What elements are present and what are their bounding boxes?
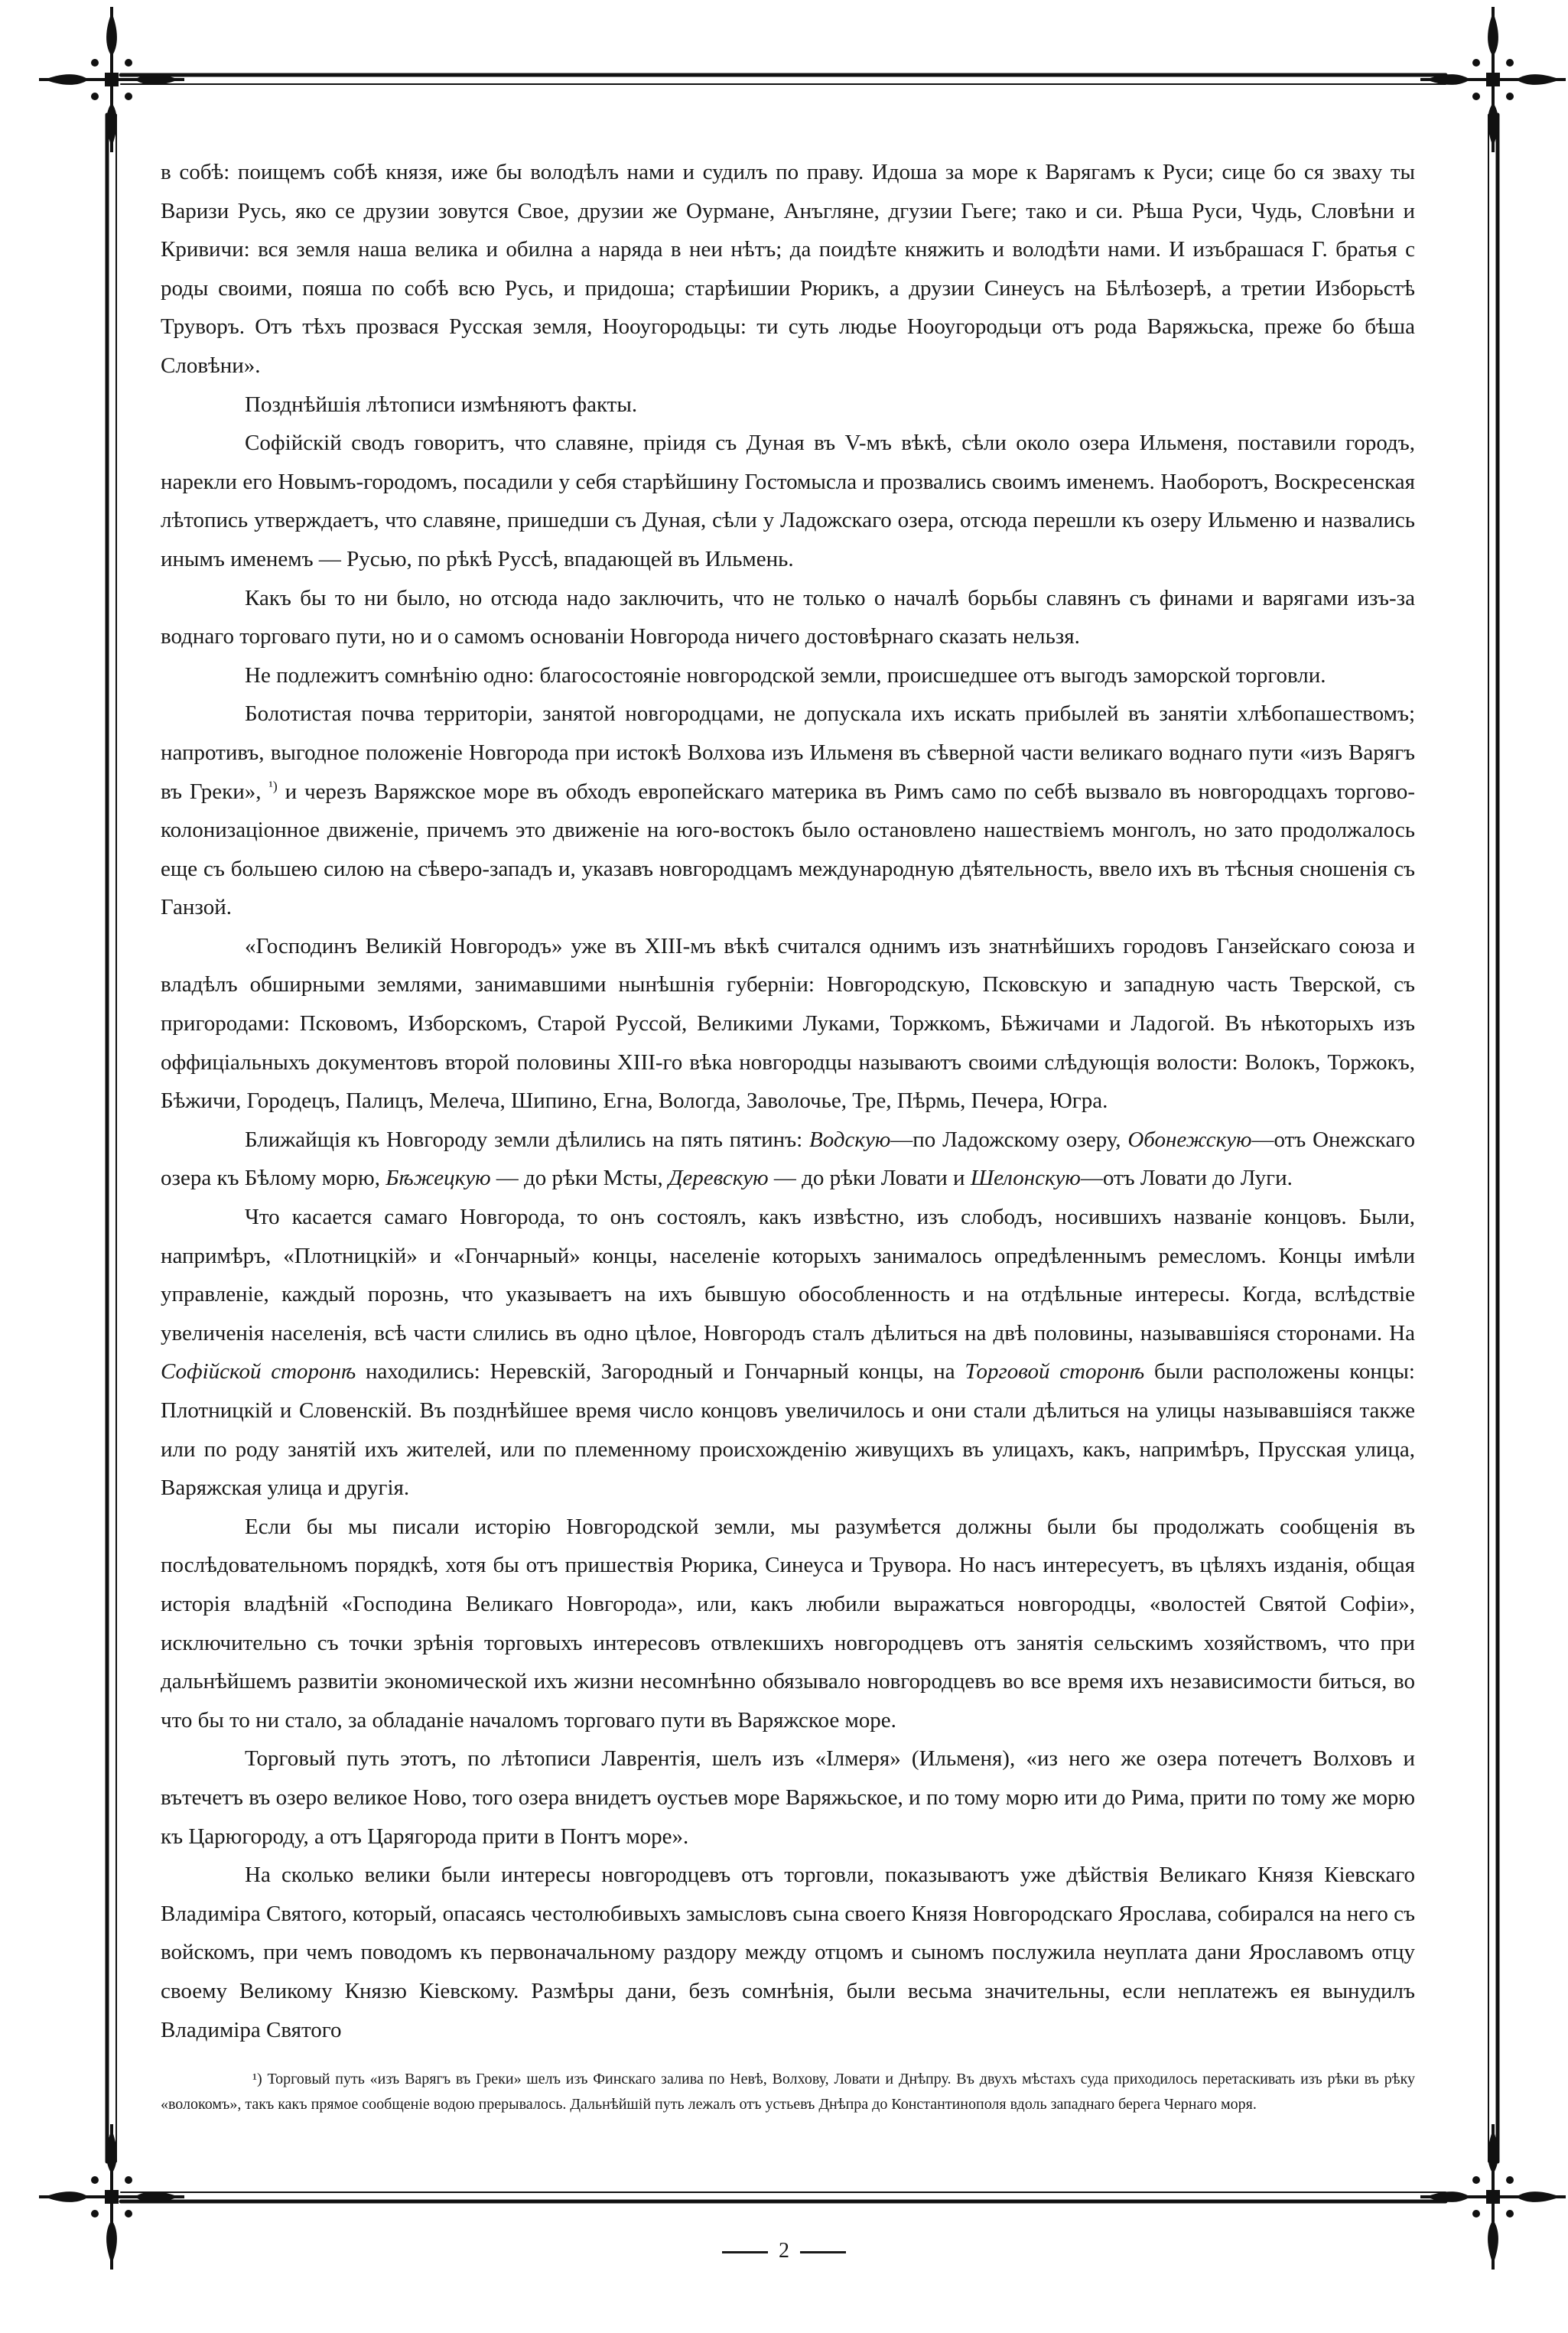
footnote-text: ¹) Торговый путь «изъ Варягъ въ Греки» шелъ изъ Финскаго залива по Невѣ, Волхову, Ловати и Днѣпру. Въ двухъ мѣстахъ суда приходилось перетаскивать изъ рѣки въ рѣку «волокомъ», такъ какъ прямое сообщеніе водою прерывалось. Дальнѣйшій путь лежалъ отъ устьевъ Днѣпра до Константинополя вдоль западнаго берега Чернаго моря. <box>161 2071 1415 2113</box>
emphasis-text: Водскую <box>809 1127 891 1152</box>
paragraph <box>161 1121 1415 1198</box>
paragraph <box>161 386 1415 425</box>
text-segment: — до рѣки Мсты, <box>490 1166 669 1191</box>
text-segment: —по Ладожскому озеру, <box>890 1127 1128 1152</box>
paragraph <box>161 153 1415 386</box>
footnote-reference: ¹) <box>268 777 278 793</box>
paragraph <box>161 695 1415 927</box>
text-segment: Позднѣйшія лѣтописи измѣняютъ факты. <box>245 392 638 417</box>
text-segment: «Господинъ Великій Новгородъ» уже въ XIII-мъ вѣкѣ считался однимъ изъ знатнѣйшихъ городовъ Ганзейскаго союза и владѣлъ обширными землями, занимавшими нынѣшнія губерніи: Новгородскую, Псковскую и западную часть Тверской, съ пригородами: Псковомъ, Изборскомъ, Старой Руссой, Великими Луками, Торжкомъ, Бѣжичами и Ладогой. Въ нѣкоторыхъ изъ оффиціальныхъ документовъ второй половины XIII-го вѣка новгородцы называютъ своими слѣдующія волости: Волокъ, Торжокъ, Бѣжичи, Городецъ, Палицъ, Мелеча, Шипино, Егна, Вологда, Заволочье, Тре, Пѣрмь, Печера, Югра. <box>161 933 1415 1114</box>
paragraph <box>161 1198 1415 1508</box>
text-segment: Ближайщія къ Новгороду земли дѣлились на пять пятинъ: <box>245 1127 810 1152</box>
emphasis-text: Деревскую <box>668 1166 769 1191</box>
page-number: 2 <box>779 2239 789 2263</box>
paragraph <box>161 656 1415 695</box>
emphasis-text: Бѣжецкую <box>385 1166 491 1191</box>
emphasis-text: Софійской сторонѣ <box>161 1359 356 1385</box>
emphasis-text: Шелонскую <box>970 1166 1081 1191</box>
text-segment: находились: Неревскій, Загородный и Гончарный концы, на <box>356 1359 965 1385</box>
paragraph <box>161 927 1415 1121</box>
text-segment: Болотистая почва территоріи, занятой новгородцами, не допускала ихъ искать прибылей въ занятіи хлѣбопашествомъ; напротивъ, выгодное положеніе Новгорода при истокѣ Волхова изъ Ильменя въ сѣверной части великаго воднаго пути «изъ Варягъ въ Греки», <box>161 701 1415 804</box>
page-number-line <box>0 2239 1568 2263</box>
page-number-dash-left <box>722 2251 768 2253</box>
text-segment: Если бы мы писали исторію Новгородской земли, мы разумѣется должны были бы продолжать сообщенія въ послѣдовательномъ порядкѣ, хотя бы отъ пришествія Рюрика, Синеуса и Трувора. Но насъ интересуетъ, въ цѣляхъ изданія, общая исторія владѣній «Господина Великаго Новгорода», или, какъ любили выражаться новгородцы, «волостей Святой Софіи», исключительно съ точки зрѣнія торговыхъ интересовъ отвлекшихъ новгородцевъ отъ занятія сельскимъ хозяйствомъ, что при дальнѣйшемъ развитіи экономической ихъ жизни несомнѣнно обязывало новгородцевъ во все время ихъ независимости биться, во что бы то ни стало, за обладаніе началомъ торговаго пути въ Варяжское море. <box>161 1514 1415 1733</box>
paragraph <box>161 1508 1415 1740</box>
text-segment: —отъ Онежскаго озера къ Бѣлому морю, <box>161 1127 1415 1191</box>
corner-ornament-top-right <box>1420 7 1566 152</box>
text-segment: Не подлежитъ сомнѣнію одно: благосостояніе новгородской земли, происшедшее отъ выгодъ заморской торговли. <box>245 662 1326 688</box>
text-segment: —отъ Ловати до Луги. <box>1080 1166 1293 1191</box>
text-segment: и черезъ Варяжское море въ обходъ европейскаго материка въ Римъ само по себѣ вызвало въ новгородцахъ торгово-колонизаціонное движеніе, причемъ это движеніе на юго-востокъ было остановлено нашествіемъ монголъ, но зато продолжалось еще съ большею силою на сѣверо-западъ и, указавъ новгородцамъ международную дѣятельность, ввело ихъ въ тѣсныя сношенія съ Ганзой. <box>161 779 1416 920</box>
main-text <box>161 153 1415 2049</box>
text-segment: Софійскій сводъ говоритъ, что славяне, пріидя съ Дуная въ V-мъ вѣкѣ, сѣли около озера Ильменя, поставили городъ, нарекли его Новымъ-городомъ, посадили у себя старѣйшину Гостомысла и прозвались своимъ именемъ. Наоборотъ, Воскресенская лѣтопись утверждаетъ, что славяне, пришедши съ Дуная, сѣли у Ладожскаго озера, отсюда перешли къ озеру Ильменю и назвались инымъ именемъ — Русью, по рѣкѣ Руссѣ, впадающей въ Ильмень. <box>161 431 1415 571</box>
page-number-dash-right <box>800 2251 846 2253</box>
paragraph <box>161 1856 1415 2049</box>
paragraph <box>161 579 1415 656</box>
text-segment: На сколько велики были интересы новгородцевъ отъ торговли, показываютъ уже дѣйствія Великаго Князя Кіевскаго Владиміра Святого, который, опасаясь честолюбивыхъ замысловъ сына своего Князя Новгородскаго Ярослава, собирался на него съ войскомъ, при чемъ поводомъ къ первоначальному раздору между отцомъ и сыномъ послужила неуплата дани Ярославомъ отцу своему Великому Князю Кіевскому. Размѣры дани, безъ сомнѣнія, были весьма значительны, если неплатежъ ея вынудилъ Владиміра Святого <box>161 1863 1415 2042</box>
emphasis-text: Обонежскую <box>1127 1127 1252 1152</box>
text-segment: — до рѣки Ловати и <box>768 1166 971 1191</box>
footnote <box>161 2067 1415 2117</box>
text-segment: в собѣ: поищемъ собѣ князя, иже бы володѣлъ нами и судилъ по праву. Идоша за море к Варягамъ к Руси; сице бо ся зваху ты Варизи Русь, яко се друзии зовутся Свое, друзии же Оурмане, Анъгляне, дгузии Гьеге; тако и си. Рѣша Руси, Чудь, Словѣни и Кривичи: вся земля наша велика и обилна а наряда в неи нѣтъ; да поидѣте княжить и володѣти нами. И изъбрашася Г. братья с роды своими, пояша по собѣ всю Русь, и придоша; старѣишии Рюрикъ, а друзии Синеусъ на Бѣлѣозерѣ, а третии Изборьстѣ Труворъ. Отъ тѣхъ прозвася Русская земля, Нооугородьцы: ти суть людье Нооугородьци отъ рода Варяжьска, преже бо бѣша Словѣни». <box>161 160 1415 378</box>
text-segment: Какъ бы то ни было, но отсюда надо заключить, что не только о началѣ борьбы славянъ съ финами и варягами изъ-за воднаго торговаго пути, но и о самомъ основаніи Новгорода ничего достовѣрнаго сказать нельзя. <box>161 585 1415 649</box>
corner-ornament-top-left <box>39 7 184 152</box>
text-segment: Что касается самаго Новгорода, то онъ состоялъ, какъ извѣстно, изъ слободъ, носившихъ названіе концовъ. Были, напримѣръ, «Плотницкій» и «Гончарный» концы, населеніе которыхъ занималось опредѣленнымъ ремесломъ. Концы имѣли управленіе, каждый порознь, что указываетъ на ихъ бывшую обособленность и на отдѣльные интересы. Когда, вслѣдствіе увеличенія населенія, всѣ части слились въ одно цѣлое, Новгородъ сталъ дѣлиться на двѣ половины, называвшіяся сторонами. На <box>161 1205 1415 1345</box>
emphasis-text: Торговой сторонѣ <box>965 1359 1145 1385</box>
text-segment: были расположены концы: Плотницкій и Словенскій. Въ позднѣйшее время число концовъ увеличилось и они стали дѣлиться на улицы называвшіяся также или по роду занятій ихъ жителей, или по племенному происхожденію живущихъ въ улицахъ, какъ, напримѣръ, Прусская улица, Варяжская улица и другія. <box>161 1359 1415 1501</box>
text-segment: Торговый путь этотъ, по лѣтописи Лаврентія, шелъ изъ «Ілмеря» (Ильменя), «из него же озера потечетъ Волховъ и вътечетъ въ озеро великое Ново, того озера внидетъ оустьев море Варяжьское, и по тому морю ити до Рима, прити по тому же морю къ Царюгороду, а отъ Царягорода прити в Понтъ море». <box>161 1746 1415 1849</box>
paragraph <box>161 424 1415 578</box>
paragraph <box>161 1739 1415 1856</box>
